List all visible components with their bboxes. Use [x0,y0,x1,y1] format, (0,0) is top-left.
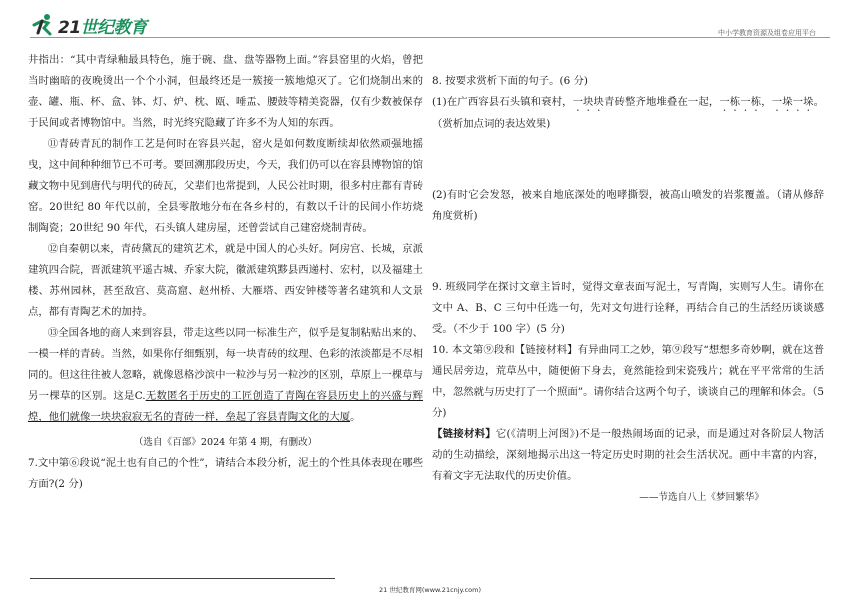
q8-1-dotted-3: 一垛一垛 [771,96,814,108]
paragraph-12: ⑫自秦朝以来，青砖黛瓦的建筑艺术，就是中国人的心头好。阿房宫、长城，京派建筑四合院，晋派建筑平遥古城、乔家大院，徽派建筑黟县西递村、宏村，以及福建土楼、苏州园林，甚至敌宫、莫高窟、赵州桥、大雁塔、西安钟楼等著名建筑和人文景点，都有青陶艺术的加持。 [28,243,423,318]
question-8-2: (2)有时它会发怒，被来自地底深处的咆哮撕裂，被高山喷发的岩浆覆盖。（请从修辞角度赏析) [432,189,824,222]
paragraph-11: ⑪青砖青瓦的制作工艺是何时在容县兴起，窑火是如何数度断续却依然顽强地摇曳，这中间种种细节已不可考。要回溯那段历史，今天，我们仍可以在容县博物馆的馆藏文物中见到唐代与明代的砖瓦，父辈们也常提到，人民公社时期，很多村庄都有青砖窑。20世纪 80 年代以前，全县零散地分布在各乡村的，有数以千计的民间小作坊烧制陶瓷；20世纪 90 年代，石头镇人建房屋，还曾尝试自己建窑烧制青砖。 [28,138,423,234]
link-material [432,424,824,487]
question-8: 8. 按要求赏析下面的句子。(6 分) [432,75,588,87]
paragraph-continued: 井指出：“其中青绿釉最具特色，施于碗、盘、盘等器物上面。”容县窑里的火焰，曾把当时幽暗的夜晚烫出一个个小洞，但最终还是一簇接一簇地熄灭了。它们烧制出来的壶、罐、瓶、杯、盒、钵、灯、炉、枕、瓯、唾盂、腰鼓等精美瓷器，仅有少数被保存于民间或者博物馆中。当然，时光终究隐藏了许多不为人知的东西。 [28,54,423,129]
q8-1-dotted-2: 一栋一栋 [719,96,762,108]
header-divider [30,37,830,38]
footer-site-text: 21 世纪教育网(www.21cnjy.com) [379,586,481,594]
paragraph-13-text: ⑬全国各地的商人来到容县，带走这些以同一标准生产，似乎是复制粘贴出来的、一模一样的青砖。当然，如果你仔细甄别，每一块青砖的纹理、色彩的浓淡都是不尽相同的。但这往往被人忽略，就像恩格沙滨中一粒沙与另一粒沙的区别，草原上一棵草与另一棵草的区别。这是C. [28,327,423,402]
q8-1-dotted-1: 一块块 [572,96,605,108]
question-7: 7.文中第⑥段说“泥土也有自己的个性”，请结合本段分析，泥土的个性具体表现在哪些方面?(2 分) [28,457,423,490]
footer-divider [30,578,335,579]
site-logo [30,12,147,38]
left-column [28,50,423,495]
sentence-c-underlined: 无数匿名于历史的工匠创造了青陶在容县历史上的兴盛与辉煌，他们就像一块块寂寂无名的青砖一样， [28,390,424,423]
q8-1-text-2: 青砖整齐地堆叠在一起， [604,96,720,108]
paragraph-13-end: 。 [350,411,361,423]
question-9: 9. 班级同学在探讨文章主旨时，觉得文章表面写泥土，写青陶，实则写人生。请你在文中 A、B、C 三句中任选一句，先对文句进行诠释，再结合自己的生活经历谈谈感受。（不少于 100 字）(5 分) [432,281,824,335]
question-8-1 [432,92,824,135]
runner-logo-icon [30,13,56,37]
link-material-source: ——节选自八上《梦回繁华》 [639,492,764,503]
link-material-label: 【链接材料】 [432,428,496,440]
question-10: 10. 本文第⑨段和【链接材料】有异曲同工之妙，第⑨段写“想想多奇妙啊，就在这普通民居旁边，荒草丛中，随便俯下身去，竟然能捡到宋瓷残片；就在平平常常的生活中，忽然就与历史打了一个照面”。请你结合这两个句子，谈谈自己的理解和体会。（5 分) [432,344,824,419]
q8-1-comma: ， [761,96,772,108]
sentence-c-underlined-end: 垒起了容县青陶文化的大厦 [225,411,351,423]
logo-name: 世纪教育 [80,17,147,38]
right-column [432,50,824,508]
article-source: （选自《百部》2024 年第 4 期，有删改） [133,437,318,448]
paragraph-13 [28,323,423,428]
link-material-text: 它(《清明上河图》)不是一般热闹场面的记录，而是通过对各阶层人物活动的生动描绘，深刻地揭示出这一特定历史时期的社会生活状况。画中丰富的内容，有着文字无法取代的历史价值。 [432,428,824,482]
logo-number: 21 [58,17,81,38]
header-platform-text: 中小学教育资源及组卷应用平台 [718,29,816,37]
q8-1-text: (1)在广西容县石头镇和衰村， [432,96,573,108]
q8-1-instruction: 。（赏析加点词的表达效果) [432,96,825,130]
